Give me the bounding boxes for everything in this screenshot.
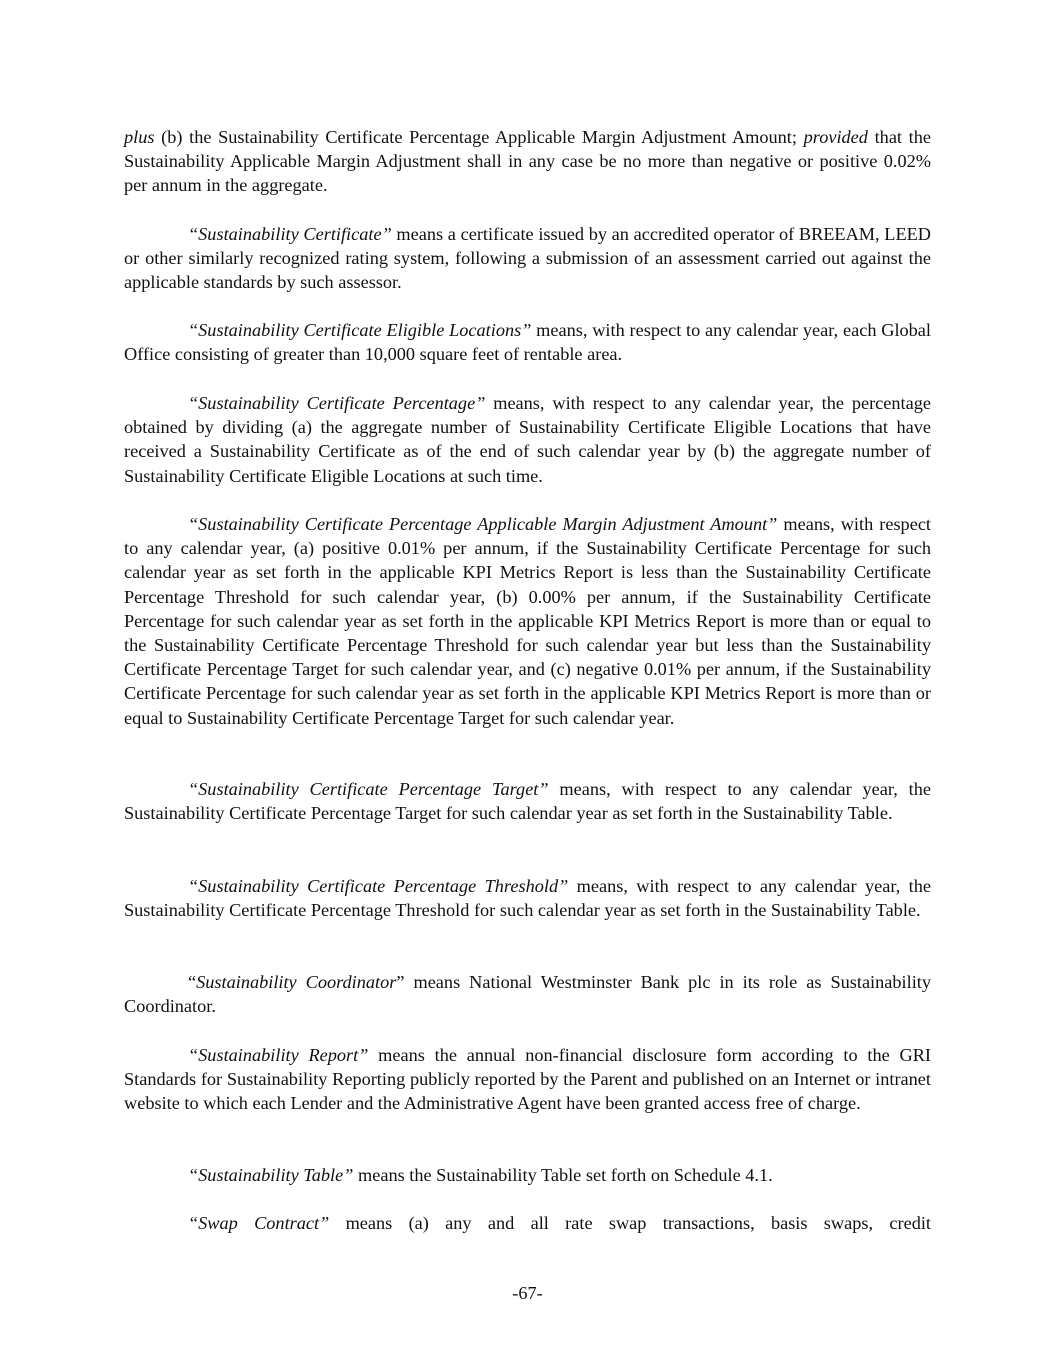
definition-body: means, with respect to any calendar year, each Global Office consisting of greater than 10,000 square feet of rentable area.: [124, 320, 931, 365]
definition-margin-adjustment-amount: [124, 512, 931, 730]
defined-term: “Sustainability Certificate Percentage Target”: [188, 779, 549, 799]
definition-sustainability-table: [124, 1163, 931, 1187]
defined-term: Sustainability Coordinator: [196, 972, 397, 992]
defined-term: “Sustainability Certificate Eligible Locations”: [188, 320, 532, 340]
definition-body: means, with respect to any calendar year, the Sustainability Certificate Percentage Threshold for such calendar year as set forth in the Sustainability Table.: [124, 876, 931, 921]
definition-body: means National Westminster Bank plc in its role as Sustainability Coordinator.: [124, 972, 931, 1017]
paragraph-margin-adjustment-continuation: [124, 125, 931, 198]
definition-body: means, with respect to any calendar year, the Sustainability Certificate Percentage Target for such calendar year as set forth in the Sustainability Table.: [124, 779, 931, 824]
definition-sustainability-certificate: [124, 222, 931, 295]
defined-term: “Sustainability Certificate”: [188, 224, 392, 244]
defined-term: “Swap Contract”: [188, 1213, 330, 1233]
definition-body: means, with respect to any calendar year, (a) positive 0.01% per annum, if the Sustainability Certificate Percentage for such calendar year as set forth in the applicable KPI Metrics Report is less than the Sustainability Certificate Percentage Threshold for such calendar year, (b) 0.00% per annum, if the Sustainability Certificate Percentage for such calendar year as set forth in the applicable KPI Metrics Report is more than or equal to the Sustainability Certificate Percentage Threshold for such calendar year but less than the Sustainability Certificate Percentage Target for such calendar year, and (c) negative 0.01% per annum, if the Sustainability Certificate Percentage for such calendar year as set forth in the applicable KPI Metrics Report is more than or equal to Sustainability Certificate Percentage Target for such calendar year.: [124, 514, 932, 728]
close-quote: ”: [396, 972, 405, 992]
defined-term: “Sustainability Certificate Percentage”: [188, 393, 486, 413]
paragraph-text: that the Sustainability Applicable Margin Adjustment shall in any case be no more than negative or positive 0.02% per annum in the aggregate.: [124, 127, 932, 196]
definition-sustainability-report: [124, 1043, 931, 1116]
definition-body: means, with respect to any calendar year, the percentage obtained by dividing (a) the aggregate number of Sustainability Certificate Eligible Locations that have received a Sustainability Certificate as of the end of such calendar year by (b) the aggregate number of Sustainability Certificate Eligible Locations at such time.: [124, 393, 931, 486]
defined-term: “Sustainability Report”: [188, 1045, 369, 1065]
definition-percentage-threshold: [124, 874, 931, 922]
definition-body: means the Sustainability Table set forth on Schedule 4.1.: [353, 1165, 773, 1185]
defined-term: “Sustainability Certificate Percentage Threshold”: [188, 876, 569, 896]
definition-eligible-locations: [124, 318, 931, 366]
provided-term: provided: [803, 127, 868, 147]
paragraph-text: (b) the Sustainability Certificate Percentage Applicable Margin Adjustment Amount;: [154, 127, 804, 147]
definition-sustainability-coordinator: [124, 970, 931, 1018]
definition-swap-contract: [124, 1211, 931, 1235]
defined-term: “Sustainability Certificate Percentage Applicable Margin Adjustment Amount”: [188, 514, 778, 534]
open-quote: “: [188, 972, 197, 992]
definition-certificate-percentage: [124, 391, 931, 488]
defined-term: “Sustainability Table”: [188, 1165, 354, 1185]
definition-body: means the annual non-financial disclosure form according to the GRI Standards for Sustainability Reporting publicly reported by the Parent and published on an Internet or intranet website to which each Lender and the Administrative Agent have been granted access free of charge.: [124, 1045, 931, 1114]
definition-body: means (a) any and all rate swap transactions, basis swaps, credit: [329, 1213, 931, 1233]
plus-term: plus: [124, 127, 155, 147]
page-number: -67-: [512, 1283, 543, 1303]
definition-percentage-target: [124, 777, 931, 825]
definition-body: means a certificate issued by an accredited operator of BREEAM, LEED or other similarly recognized rating system, following a submission of an assessment carried out against the applicable standards by such assessor.: [124, 224, 931, 293]
